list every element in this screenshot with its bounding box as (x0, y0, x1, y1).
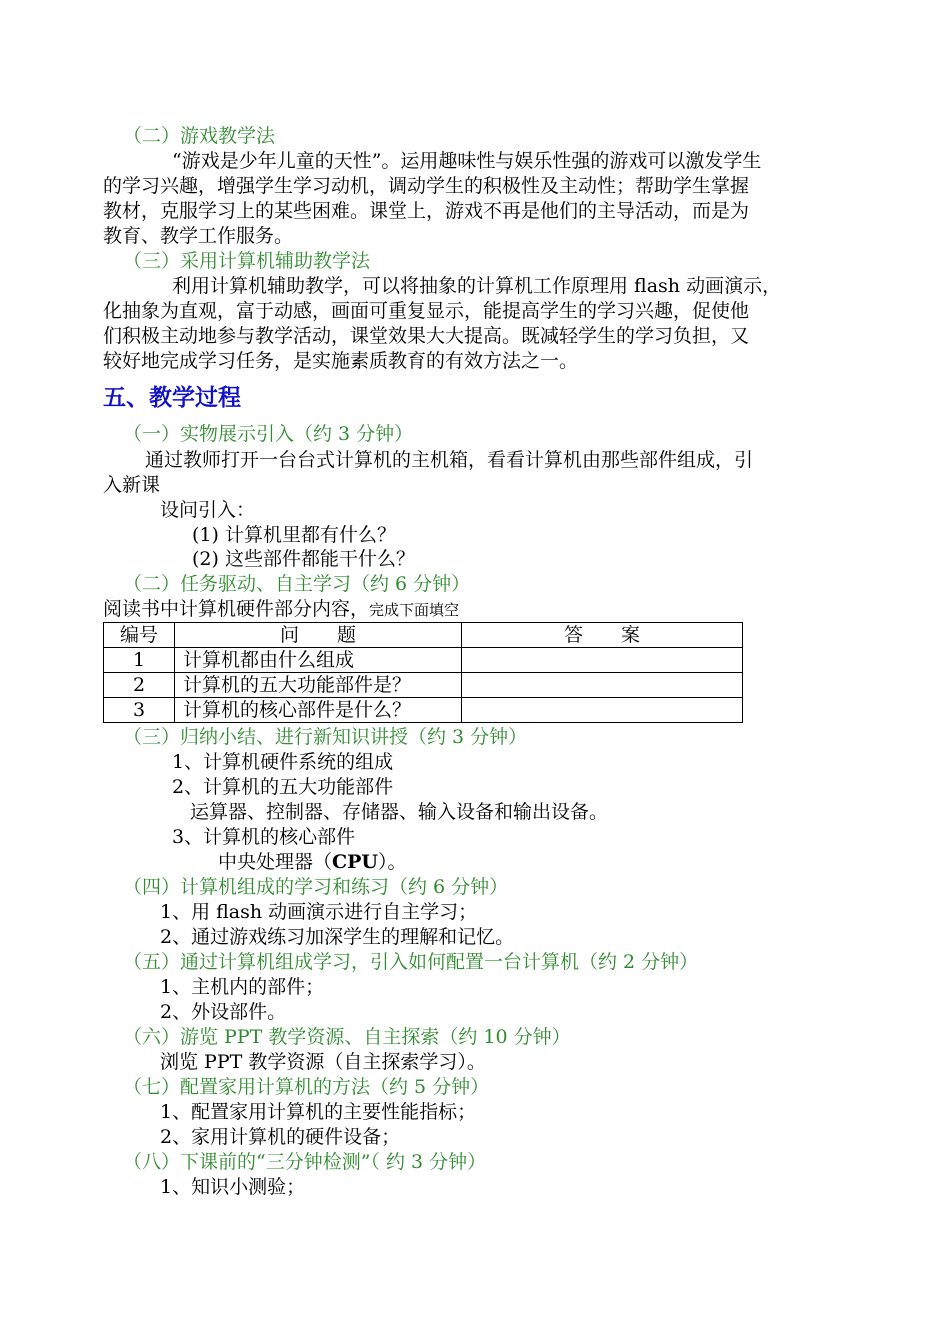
table-cell-question: 计算机的五大功能部件是？ (175, 673, 462, 698)
cpu-prefix: 中央处理器（ (218, 851, 333, 873)
step-heading-2: （二）任务驱动、自主学习（约 6 分钟） (123, 573, 471, 595)
cpu-abbr: CPU (332, 851, 378, 873)
task-intro (103, 597, 459, 623)
list-item: 1、配置家用计算机的主要性能指标； (160, 1101, 477, 1123)
paragraph-line: 们积极主动地参与教学活动，课堂效果大大提高。既减轻学生的学习负担，又 (103, 325, 750, 347)
list-item: 3、计算机的核心部件 (172, 826, 356, 848)
step-heading-1: （一）实物展示引入（约 3 分钟） (123, 423, 414, 445)
paragraph-line: “游戏是少年儿童的天性”。运用趣味性与娱乐性强的游戏可以激发学生 (172, 150, 762, 172)
paragraph-line: 的学习兴趣，增强学生学习动机，调动学生的积极性及主动性；帮助学生掌握 (103, 175, 750, 197)
list-item-detail: 运算器、控制器、存储器、输入设备和输出设备。 (190, 801, 609, 823)
table-cell-num: 1 (104, 648, 175, 673)
step-heading-3: （三）归纳小结、进行新知识讲授（约 3 分钟） (123, 726, 528, 748)
task-intro-text: 阅读书中计算机硬件部分内容， (103, 598, 370, 620)
table-row (104, 673, 743, 698)
table-header-cell: 编号 (104, 623, 175, 648)
list-item: 2、计算机的五大功能部件 (172, 776, 394, 798)
list-item-detail (218, 850, 407, 875)
table-cell-num: 3 (104, 698, 175, 723)
section-heading-game-method: （二）游戏教学法 (123, 125, 276, 147)
list-item: 1、知识小测验； (160, 1176, 306, 1198)
step-heading-6: （六）游览 PPT 教学资源、自主探索（约 10 分钟） (123, 1026, 571, 1048)
table-header-cell: 答 案 (462, 623, 743, 648)
table-header-row (104, 623, 743, 648)
table-cell-question: 计算机的核心部件是什么？ (175, 698, 462, 723)
question-item: (2) 这些部件都能干什么？ (192, 548, 415, 570)
list-item: 2、家用计算机的硬件设备； (160, 1126, 401, 1148)
paragraph-line: 教育、教学工作服务。 (103, 225, 294, 247)
paragraph-line: 教材，克服学习上的某些困难。课堂上，游戏不再是他们的主导活动，而是为 (103, 200, 750, 222)
step-heading-5: （五）通过计算机组成学习，引入如何配置一台计算机（约 2 分钟） (123, 951, 699, 973)
paragraph-line: 利用计算机辅助教学，可以将抽象的计算机工作原理用 flash 动画演示， (172, 275, 782, 297)
question-table (103, 622, 743, 723)
step-heading-8: （八）下课前的“三分钟检测”（ 约 3 分钟） (123, 1151, 487, 1173)
step-heading-7: （七）配置家用计算机的方法（约 5 分钟） (123, 1076, 490, 1098)
list-item: 1、用 flash 动画演示进行自主学习； (160, 901, 478, 923)
paragraph-line: 浏览 PPT 教学资源（自主探索学习）。 (160, 1051, 486, 1073)
table-row (104, 648, 743, 673)
cpu-suffix: ）。 (378, 851, 407, 873)
table-cell-question: 计算机都由什么组成 (175, 648, 462, 673)
paragraph-line: 化抽象为直观，富于动感，画面可重复显示，能提高学生的学习兴趣，促使他 (103, 300, 750, 322)
question-intro: 设问引入： (160, 499, 256, 521)
part-heading-teaching-process: 五、教学过程 (103, 384, 241, 411)
paragraph-line: 通过教师打开一台台式计算机的主机箱，看看计算机由那些部件组成，引 (145, 449, 754, 471)
section-heading-cai-method: （三）采用计算机辅助教学法 (123, 250, 371, 272)
task-intro-small: 完成下面填空 (369, 601, 460, 619)
list-item: 2、外设部件。 (160, 1001, 287, 1023)
paragraph-line: 较好地完成学习任务，是实施素质教育的有效方法之一。 (103, 350, 579, 372)
table-cell-answer[interactable] (462, 648, 743, 673)
paragraph-line: 入新课 (103, 474, 161, 496)
question-item: (1) 计算机里都有什么？ (192, 524, 396, 546)
table-cell-answer[interactable] (462, 673, 743, 698)
table-row (104, 698, 743, 723)
table-cell-answer[interactable] (462, 698, 743, 723)
step-heading-4: （四）计算机组成的学习和练习（约 6 分钟） (123, 876, 509, 898)
list-item: 1、主机内的部件； (160, 976, 325, 998)
list-item: 2、通过游戏练习加深学生的理解和记忆。 (160, 926, 515, 948)
list-item: 1、计算机硬件系统的组成 (172, 751, 394, 773)
table-cell-num: 2 (104, 673, 175, 698)
table-header-cell: 问 题 (175, 623, 462, 648)
